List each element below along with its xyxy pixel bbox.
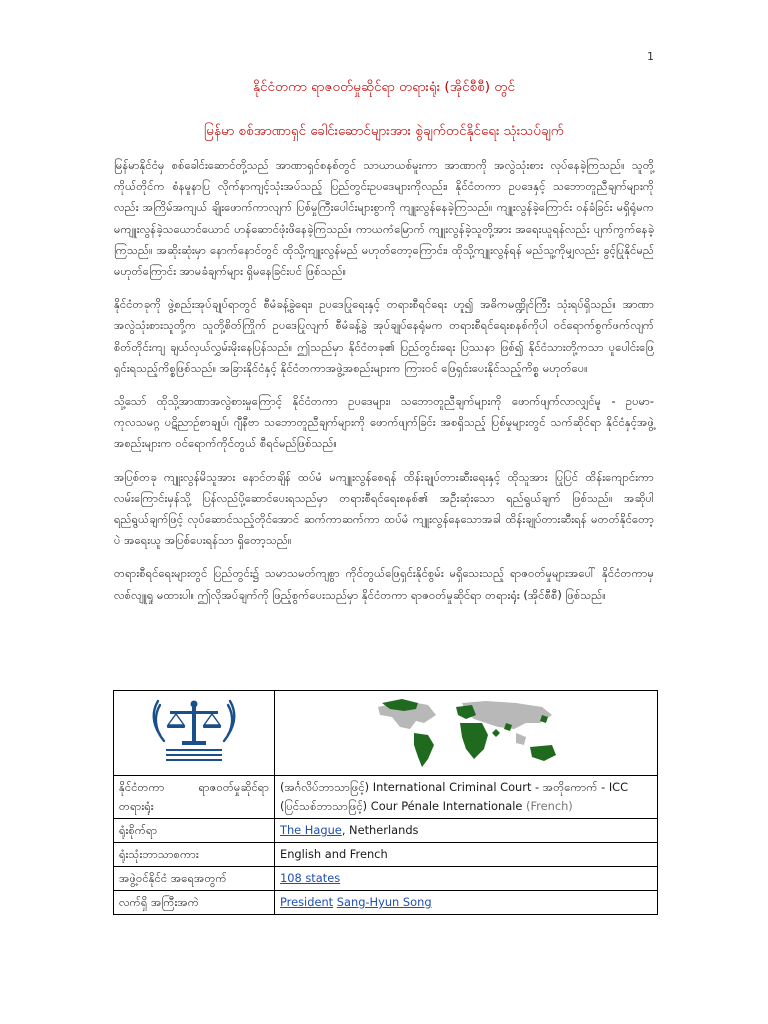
icc-infobox — [113, 690, 658, 915]
name-english-line — [280, 778, 652, 797]
body-text — [114, 155, 654, 618]
seat-value — [275, 819, 658, 843]
seat-label: ရုံးစိုက်ရာ — [114, 819, 275, 843]
world-map-member-states-icon — [366, 693, 566, 773]
document-title-line1: နိုင်ငံတကာ ရာဇဝတ်မှုဆိုင်ရာ တရားရုံး (အိုင်စီစီ) တွင် — [253, 79, 515, 95]
icc-scales-logo-icon — [146, 695, 242, 765]
leader-value — [275, 891, 658, 915]
logo-cell — [114, 691, 275, 776]
name-french-text: Cour Pénale Internationale — [370, 799, 523, 813]
members-label: အဖွဲ့ဝင်နိုင်ငံ အရေအတွက် — [114, 867, 275, 891]
seat-link[interactable]: The Hague — [280, 823, 342, 837]
name-french-lang: (French) — [526, 799, 573, 813]
paragraph: နိုင်ငံတခုကို ဖွဲ့စည်းအုပ်ချုပ်ရာတွင် စီမံခန့်ခွဲရေး၊ ဥပဒေပြုရေးနှင့် တရားစီရင်ရေး ဟူ၍ အဓိကမဏ္ဍိုင်ကြီး သုံးရပ်ရှိသည်။ အာဏာအလွဲသုံးစားသူတို့က သူတို့စိတ်ကြိုက် ဥပဒေပြုလျက် စီမံခန့်ခွဲ အုပ်ချုပ်နေရုံမက တရားစီရင်ရေးစနစ်ကိုပါ ဝင်ရောက်စွက်ဖက်လျက် စိတ်တိုင်းကျ ချယ်လှယ်လွှမ်းမိုးနေပြန်သည်။ ဤသည်မှာ နိုင်ငံတခု၏ ပြည်တွင်းရေး ပြဿနာ ဖြစ်၍ နိုင်ငံသားတို့ကသာ ပူပေါင်းဖြေရှင်းရသည့်ကိစ္စဖြစ်သည်။ အခြားနိုင်ငံနှင့် နိုင်ငံတကာအဖွဲ့အစည်းများက ကြားဝင် ဖြေရှင်းပေးနိုင်သည့်ကိစ္စ မဟုတ်ပေ။ — [114, 297, 654, 375]
name-value — [275, 776, 658, 819]
name-french-line — [280, 797, 652, 816]
document-title-line2: မြန်မာ စစ်အာဏာရှင် ခေါင်းဆောင်များအား စွဲချက်တင်နိုင်ရေး သုံးသပ်ချက် — [204, 123, 564, 139]
paragraph: တရားစီရင်ရေးများတွင် ပြည်တွင်း၌ သမာသမတ်ကျစွာ ကိုင်တွယ်ဖြေရှင်းနိုင်စွမ်း မရှိသေးသည့် ရာဇဝတ်မှုများအပေါ် နိုင်ငံတကာမှ လစ်လျူရှု မထားပါ။ ဤလိုအပ်ချက်ကို ဖြည့်စွက်ပေးသည်မှာ နိုင်ငံတကာ ရာဇဝတ်မှုဆိုင်ရာ တရားရုံး (အိုင်စီစီ) ဖြစ်သည်။ — [114, 566, 654, 602]
name-english-text: International Criminal Court - အတိုကောက် - ICC — [372, 780, 629, 794]
name-french-prefix: (ပြင်သစ်ဘာသာဖြင့်) — [280, 799, 368, 813]
members-link[interactable]: 108 states — [280, 871, 341, 885]
leader-label: လက်ရှိ အကြီးအကဲ — [114, 891, 275, 915]
paragraph: သို့သော် ထိုသို့အာဏာအလွဲစားမှုကြောင့် နိုင်ငံတကာ ဥပဒေများ၊ သဘောတူညီချက်များကို ဖောက်ဖျက်လာလျှင်မူ - ဥပမာ- ကုလသမဂ္ဂ ပဋိညာဉ်စာချုပ်၊ ဂျီနီဗာ သဘောတူညီချက်များကို ဖောက်ဖျက်ခြင်း အစရှိသည့် ပြစ်မှုများတွင် သက်ဆိုင်ရာ နိုင်ငံနှင့်အဖွဲ့အစည်းများက ဝင်ရောက်ကိုင်တွယ် စီရင်မည်ဖြစ်သည်။ — [114, 394, 654, 451]
seat-rest: , Netherlands — [341, 823, 419, 837]
paragraph: မြန်မာနိုင်ငံမှ စစ်ခေါင်းဆောင်တို့သည် အာဏာရှင်စနစ်တွင် သာယာယစ်မူးကာ အာဏာကို အလွဲသုံးစား လုပ်နေခဲ့ကြသည်။ သူတို့ကိုယ်တိုင်က စံနမူနာပြ လိုက်နာကျင့်သုံးအပ်သည့် ပြည်တွင်းဥပဒေများကိုလည်း၊ နိုင်ငံတကာ ဥပဒေနှင့် သဘောတူညီချက်များကိုလည်း အကြိမ်အကျယ် ချိုးဖောက်ကာလျက် ပြစ်မှုကြီးပေါင်းများစွာကို ကျူးလွန်နေခဲ့ကြသည်။ ကျူးလွန်ခဲ့ကြောင်း ဝန်ခံခြင်း မရှိရုံမက မကျူးလွန်ခဲ့သယောင်ယောင် ဟန်ဆောင်ဖုံးဖိနေခဲ့ကြသည်။ ကာယကံမြောက် ကျူးလွန်ခဲ့သူတို့အား အရေးယူရန်လည်း ပျက်ကွက်နေခဲ့ကြသည်။ အဆိုးဆုံးမှာ နောက်နောင်တွင် ထိုသို့ကျူးလွန်မည် မဟုတ်တော့ကြောင်း၊ ထိုသို့ကျူးလွန်ရန် မည်သူ့ကိုမျှလည်း ခွင့်ပြုနိုင်မည်မဟုတ်ကြောင်း အာမခံချက်များ ရှိမနေခြင်းပင် ဖြစ်သည်။ — [114, 158, 654, 279]
page-number: 1 — [647, 50, 654, 63]
languages-value: English and French — [275, 843, 658, 867]
languages-label: ရုံးသုံးဘာသာစကား — [114, 843, 275, 867]
name-label: နိုင်ငံတကာ ရာဇဝတ်မှုဆိုင်ရာ တရားရုံး — [114, 776, 275, 819]
members-value — [275, 867, 658, 891]
name-english-prefix: (အင်္ဂလိပ်ဘာသာဖြင့်) — [280, 780, 370, 794]
leader-title-link[interactable]: President — [280, 895, 334, 909]
paragraph: အပြစ်တခု ကျူးလွန်မိသူအား နောင်တချိန် ထပ်မံ မကျူးလွန်စေရန် ထိန်းချုပ်တားဆီးရေးနှင့် ထိုသူအား ပြုပြင် ထိန်းကျောင်းကာ လမ်းကြောင်းမှန်သို့ ပြန်လည်ပို့ဆောင်ပေးရသည်မှာ တရားစီရင်ရေးစနစ်၏ အဦးဆုံးသော ရည်ရွယ်ချက် ဖြစ်သည်။ အဆိုပါရည်ရွယ်ချက်ဖြင့် လုပ်ဆောင်သည့်တိုင်အောင် ဆက်ကာဆက်ကာ ထပ်မံ ကျူးလွန်နေသောအခါ ထိန်းချုပ်တားဆီးရန် မတတ်နိုင်တော့ပဲ အရေးယူ အပြစ်ပေးရန်သာ ရှိတော့သည်။ — [114, 469, 654, 548]
leader-name-link[interactable]: Sang-Hyun Song — [336, 895, 432, 909]
map-cell — [275, 691, 658, 776]
